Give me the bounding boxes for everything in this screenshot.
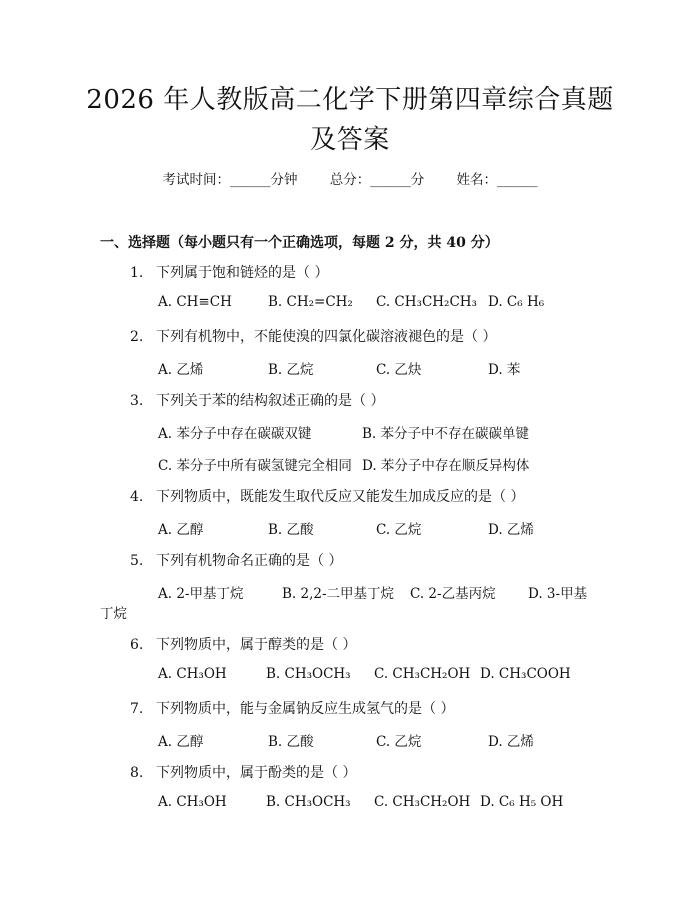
option-a: A. CH₃OH — [158, 666, 227, 682]
option-d: D. 乙烯 — [488, 522, 534, 538]
question-6 — [130, 634, 356, 654]
option-b: B. CH₃OCH₃ — [266, 794, 351, 810]
question-number: 3. — [130, 393, 144, 409]
option-b: B. 苯分子中不存在碳碳单键 — [362, 426, 530, 442]
option-b: B. 乙酸 — [268, 522, 314, 538]
option-d: D. 3-甲基 — [528, 586, 588, 602]
option-b: B. 乙酸 — [268, 734, 314, 750]
question-number: 1. — [130, 265, 144, 281]
option-d: D. 苯 — [488, 362, 521, 378]
option-d-wrap: 丁烷 — [100, 606, 127, 622]
option-d: D. 苯分子中存在顺反异构体 — [362, 458, 530, 474]
question-text: 下列物质中，属于酚类的是（ ） — [156, 765, 357, 781]
option-b: B. 乙烷 — [268, 362, 314, 378]
question-3 — [130, 390, 384, 410]
question-4 — [130, 486, 524, 506]
option-b: B. CH₃OCH₃ — [266, 666, 351, 682]
option-a: A. CH₃OH — [158, 794, 227, 810]
question-5 — [130, 550, 342, 570]
question-1 — [130, 262, 328, 282]
student-name: 姓名：______ — [456, 172, 538, 188]
exam-time: 考试时间：______分钟 — [162, 172, 298, 188]
option-a: A. 苯分子中存在碳碳双键 — [158, 426, 312, 442]
question-number: 5. — [130, 553, 144, 569]
question-text: 下列物质中，既能发生取代反应又能发生加成反应的是（ ） — [156, 489, 525, 505]
title-line-2: 及答案 — [310, 125, 390, 155]
option-d: D. CH₃COOH — [480, 666, 571, 682]
question-text: 下列关于苯的结构叙述正确的是（ ） — [156, 393, 385, 409]
option-d: D. 乙烯 — [488, 734, 534, 750]
question-7 — [130, 698, 454, 718]
option-d: D. C₆ H₆ — [488, 294, 545, 310]
title-line-1: 2026 年人教版高二化学下册第四章综合真题 — [86, 85, 614, 115]
exam-meta — [0, 168, 700, 188]
question-number: 8. — [130, 765, 144, 781]
question-text: 下列属于饱和链烃的是（ ） — [156, 265, 329, 281]
question-text: 下列物质中，属于醇类的是（ ） — [156, 637, 357, 653]
question-text: 下列有机物命名正确的是（ ） — [156, 553, 343, 569]
section-heading: 一、选择题（每小题只有一个正确选项，每题 2 分，共 40 分） — [100, 235, 499, 251]
question-number: 4. — [130, 489, 144, 505]
question-text: 下列有机物中，不能使溴的四氯化碳溶液褪色的是（ ） — [156, 329, 497, 345]
question-text: 下列物质中，能与金属钠反应生成氢气的是（ ） — [156, 701, 455, 717]
question-number: 7. — [130, 701, 144, 717]
exam-score: 总分：______分 — [329, 172, 425, 188]
option-c: C. CH₃CH₂OH — [374, 666, 471, 682]
option-a: A. 乙醇 — [158, 734, 204, 750]
option-c: C. 2-乙基丙烷 — [410, 586, 496, 602]
option-c: C. 乙烷 — [376, 522, 422, 538]
question-number: 2. — [130, 329, 144, 345]
option-a: A. 乙烯 — [158, 362, 204, 378]
option-c: C. CH₃CH₂CH₃ — [376, 294, 477, 310]
option-c: C. 乙烷 — [376, 734, 422, 750]
option-c: C. CH₃CH₂OH — [374, 794, 471, 810]
option-a: A. 2-甲基丁烷 — [158, 586, 244, 602]
question-2 — [130, 326, 496, 346]
option-c: C. 苯分子中所有碳氢键完全相同 — [158, 458, 352, 474]
option-b: B. CH₂=CH₂ — [268, 294, 353, 310]
option-b: B. 2,2-二甲基丁烷 — [282, 586, 395, 602]
option-c: C. 乙炔 — [376, 362, 422, 378]
question-8 — [130, 762, 356, 782]
option-a: A. 乙醇 — [158, 522, 204, 538]
option-a: A. CH≡CH — [158, 294, 232, 310]
question-number: 6. — [130, 637, 144, 653]
option-d: D. C₆ H₅ OH — [480, 794, 564, 810]
